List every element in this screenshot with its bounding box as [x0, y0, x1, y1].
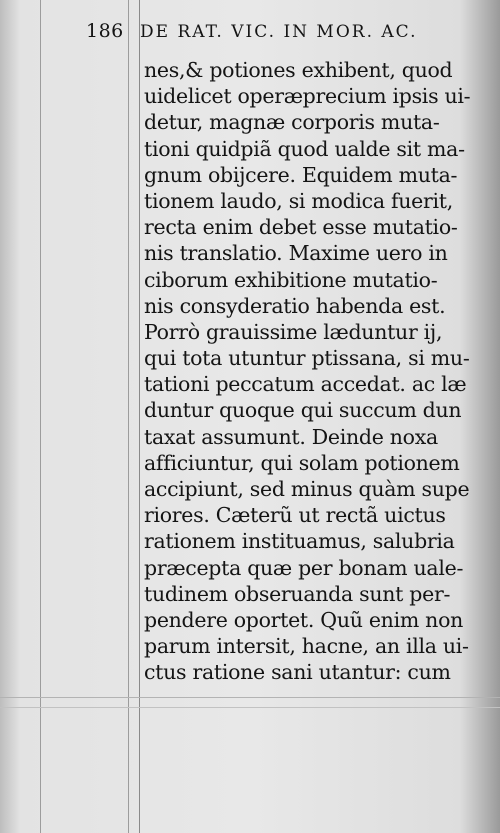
running-head: [86, 20, 491, 48]
text-line: afficiuntur, qui solam potionem: [144, 450, 460, 475]
text-line: parum intersit, hacne, an illa ui-: [144, 634, 469, 659]
text-line: nis translatio. Maxime uero in: [144, 241, 448, 266]
text-line: tioni quidpiã quod ualde sit ma-: [144, 136, 465, 161]
ruled-line: [40, 0, 41, 833]
text-line: tudinem obseruanda sunt per-: [144, 581, 451, 606]
text-line: recta enim debet esse mutatio-: [144, 215, 458, 240]
text-line: gnum obijcere. Equidem muta-: [144, 162, 458, 187]
text-line: tionem laudo, si modica fuerit,: [144, 188, 453, 213]
text-line: pendere oportet. Quũ enim non: [144, 607, 464, 632]
text-line: accipiunt, sed minus quàm supe: [144, 477, 470, 501]
text-line: rationem instituamus, salubria: [144, 529, 455, 554]
text-line: nis consyderatio habenda est.: [144, 293, 446, 318]
text-line: ctus ratione sani utantur: cum: [144, 660, 451, 685]
page-number: 186: [86, 20, 124, 42]
text-line: ciborum exhibitione mutatio-: [144, 267, 438, 292]
text-line: tationi peccatum accedat. ac læ: [144, 372, 467, 397]
text-line: detur, magnæ corporis muta-: [144, 110, 440, 135]
text-line: duntur quoque qui succum dun: [144, 398, 462, 423]
ruled-line: [0, 697, 500, 698]
text-line: Porrò grauissime læduntur ij,: [144, 319, 443, 344]
text-line: qui tota utuntur ptissana, si mu-: [144, 346, 470, 371]
text-line: nes,& potiones exhibent, quod: [144, 58, 453, 82]
text-line: riores. Cæterũ ut rectã uictus: [144, 503, 446, 528]
ruled-line: [139, 0, 140, 833]
body-text: [144, 57, 489, 686]
text-line: taxat assumunt. Deinde noxa: [144, 424, 438, 449]
running-title: DE RAT. VIC. IN MOR. AC.: [140, 22, 418, 42]
ruled-line: [0, 707, 500, 708]
text-line: uidelicet operæprecium ipsis ui-: [144, 84, 471, 109]
ruled-line: [128, 0, 129, 833]
text-line: præcepta quæ per bonam uale-: [144, 555, 464, 580]
